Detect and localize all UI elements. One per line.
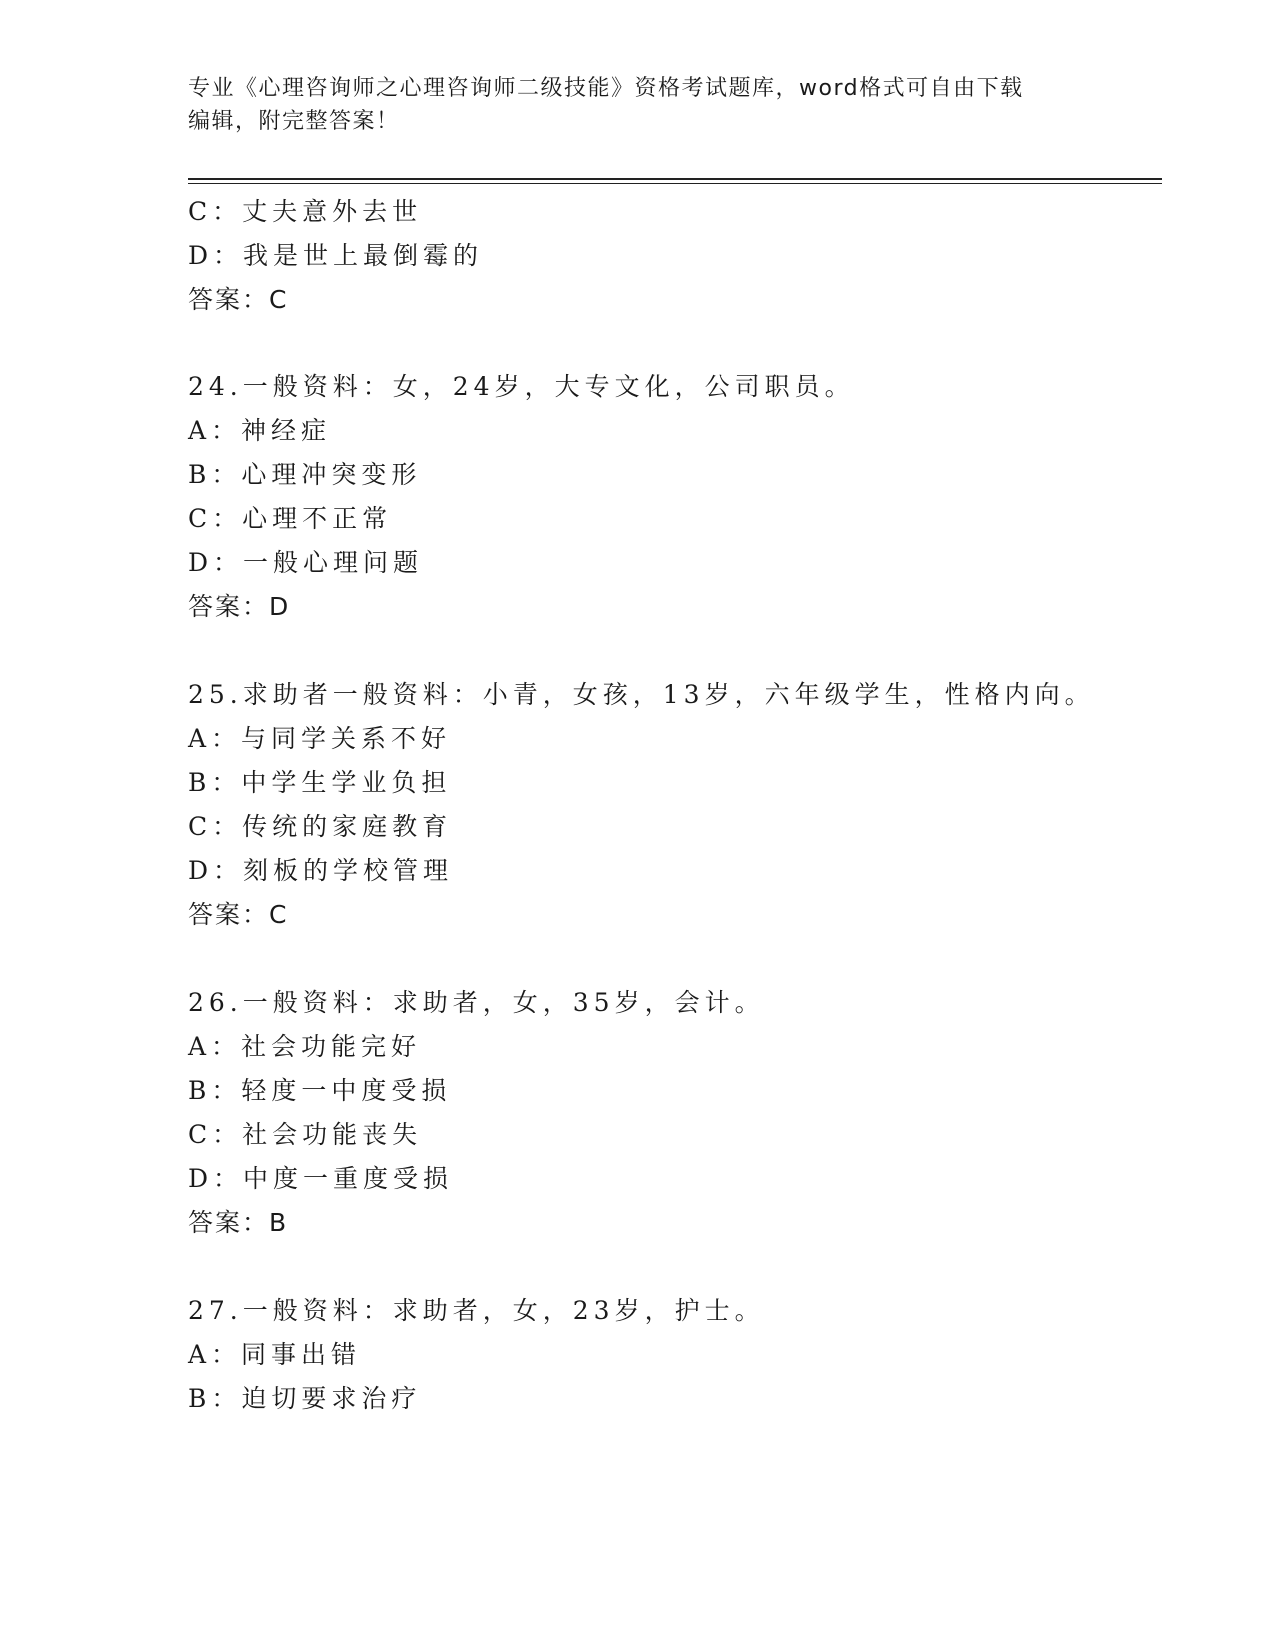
question-line: 26.一般资料：求助者，女，35岁，会计。 — [188, 988, 765, 1017]
option-line: C：社会功能丧失 — [188, 1120, 423, 1149]
option-line: B：心理冲突变形 — [188, 460, 422, 489]
option-line: B：轻度一中度受损 — [188, 1076, 452, 1105]
option-line: A：与同学关系不好 — [188, 724, 452, 753]
document-header — [188, 72, 1088, 138]
option-line: D：刻板的学校管理 — [188, 856, 454, 885]
option-line: A：同事出错 — [188, 1340, 362, 1369]
question-line: 24.一般资料：女，24岁，大专文化，公司职员。 — [188, 372, 855, 401]
header-divider-thick — [188, 178, 1162, 180]
header-line-2: 编辑，附完整答案！ — [188, 109, 400, 134]
option-line: C：传统的家庭教育 — [188, 812, 453, 841]
option-line: C：心理不正常 — [188, 504, 393, 533]
option-line: B：中学生学业负担 — [188, 768, 452, 797]
header-divider-thin — [188, 183, 1162, 184]
option-line: D：一般心理问题 — [188, 548, 424, 577]
option-line: A：社会功能完好 — [188, 1032, 422, 1061]
question-line: 25.求助者一般资料：小青，女孩，13岁，六年级学生，性格内向。 — [188, 680, 1095, 709]
option-line: A：神经症 — [188, 416, 332, 445]
answer-line: 答案：B — [188, 1208, 289, 1237]
question-line: 27.一般资料：求助者，女，23岁，护士。 — [188, 1296, 765, 1325]
answer-line: 答案：C — [188, 285, 289, 314]
answer-line: 答案：D — [188, 592, 291, 621]
header-line-1: 专业《心理咨询师之心理咨询师二级技能》资格考试题库，word格式可自由下载 — [188, 76, 1024, 101]
option-line: C：丈夫意外去世 — [188, 197, 423, 226]
option-line: D：我是世上最倒霉的 — [188, 241, 484, 270]
option-line: B：迫切要求治疗 — [188, 1384, 422, 1413]
option-line: D：中度一重度受损 — [188, 1164, 454, 1193]
answer-line: 答案：C — [188, 900, 289, 929]
